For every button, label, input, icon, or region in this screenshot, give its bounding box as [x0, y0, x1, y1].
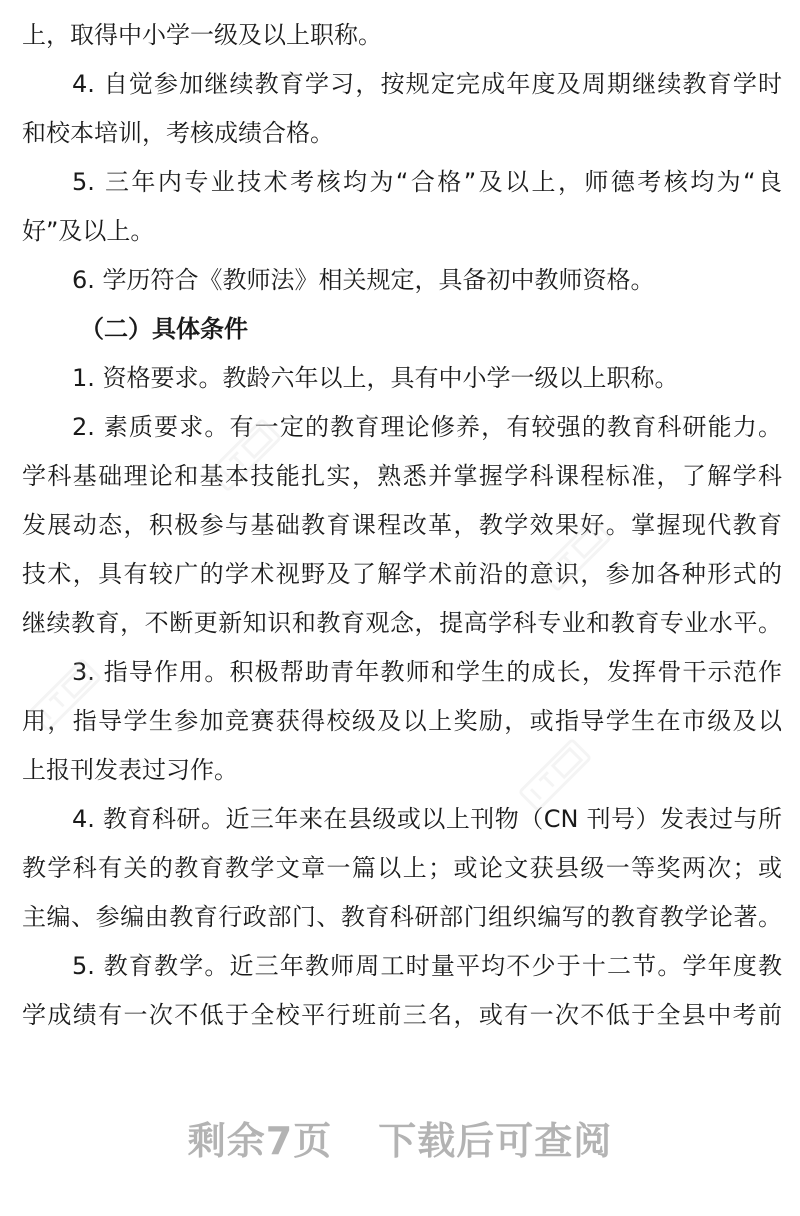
- text-line: 和校本培训，考核成绩合格。: [22, 119, 334, 147]
- text-line: 1. 资格要求。教龄六年以上，具有中小学一级以上职称。: [72, 364, 679, 392]
- text-line: 好”及以上。: [22, 217, 155, 245]
- text-line: 教学科有关的教育教学文章一篇以上；或论文获县级一等奖两次；或: [22, 854, 782, 882]
- text-line: 3. 指导作用。积极帮助青年教师和学生的成长，发挥骨干示范作: [72, 658, 782, 686]
- text-line: 继续教育，不断更新知识和教育观念，提高学科专业和教育专业水平。: [22, 609, 782, 637]
- text-line: 6. 学历符合《教师法》相关规定，具备初中教师资格。: [72, 266, 655, 294]
- text-line: 上，取得中小学一级及以上职称。: [22, 21, 382, 49]
- text-line: 2. 素质要求。有一定的教育理论修养，有较强的教育科研能力。: [72, 413, 782, 441]
- text-line: 学成绩有一次不低于全校平行班前三名，或有一次不低于全县中考前: [22, 1001, 782, 1029]
- text-line: 5. 教育教学。近三年教师周工时量平均不少于十二节。学年度教: [72, 952, 782, 980]
- text-line: 主编、参编由教育行政部门、教育科研部门组织编写的教育教学论著。: [22, 903, 782, 931]
- text-line: 技术，具有较广的学术视野及了解学术前沿的意识，参加各种形式的: [22, 560, 782, 588]
- text-line: 发展动态，积极参与基础教育课程改革，教学效果好。掌握现代教育: [22, 511, 782, 539]
- text-line: 上报刊发表过习作。: [22, 756, 238, 784]
- text-line: 4. 教育科研。近三年来在县级或以上刊物（CN 刊号）发表过与所: [72, 805, 782, 833]
- download-prompt[interactable]: [0, 1110, 800, 1165]
- text-line: 5. 三年内专业技术考核均为“合格”及以上，师德考核均为“良: [72, 168, 782, 196]
- text-line: 用，指导学生参加竞赛获得校级及以上奖励，或指导学生在市级及以: [22, 707, 782, 735]
- text-line: 4. 自觉参加继续教育学习，按规定完成年度及周期继续教育学时: [72, 70, 782, 98]
- download-to-view-text: 下载后可查阅: [378, 1119, 613, 1163]
- text-line: 学科基础理论和基本技能扎实，熟悉并掌握学科课程标准，了解学科: [22, 462, 782, 490]
- section-heading: （二）具体条件: [80, 315, 248, 343]
- remaining-pages-text: 剩余7页: [187, 1119, 333, 1163]
